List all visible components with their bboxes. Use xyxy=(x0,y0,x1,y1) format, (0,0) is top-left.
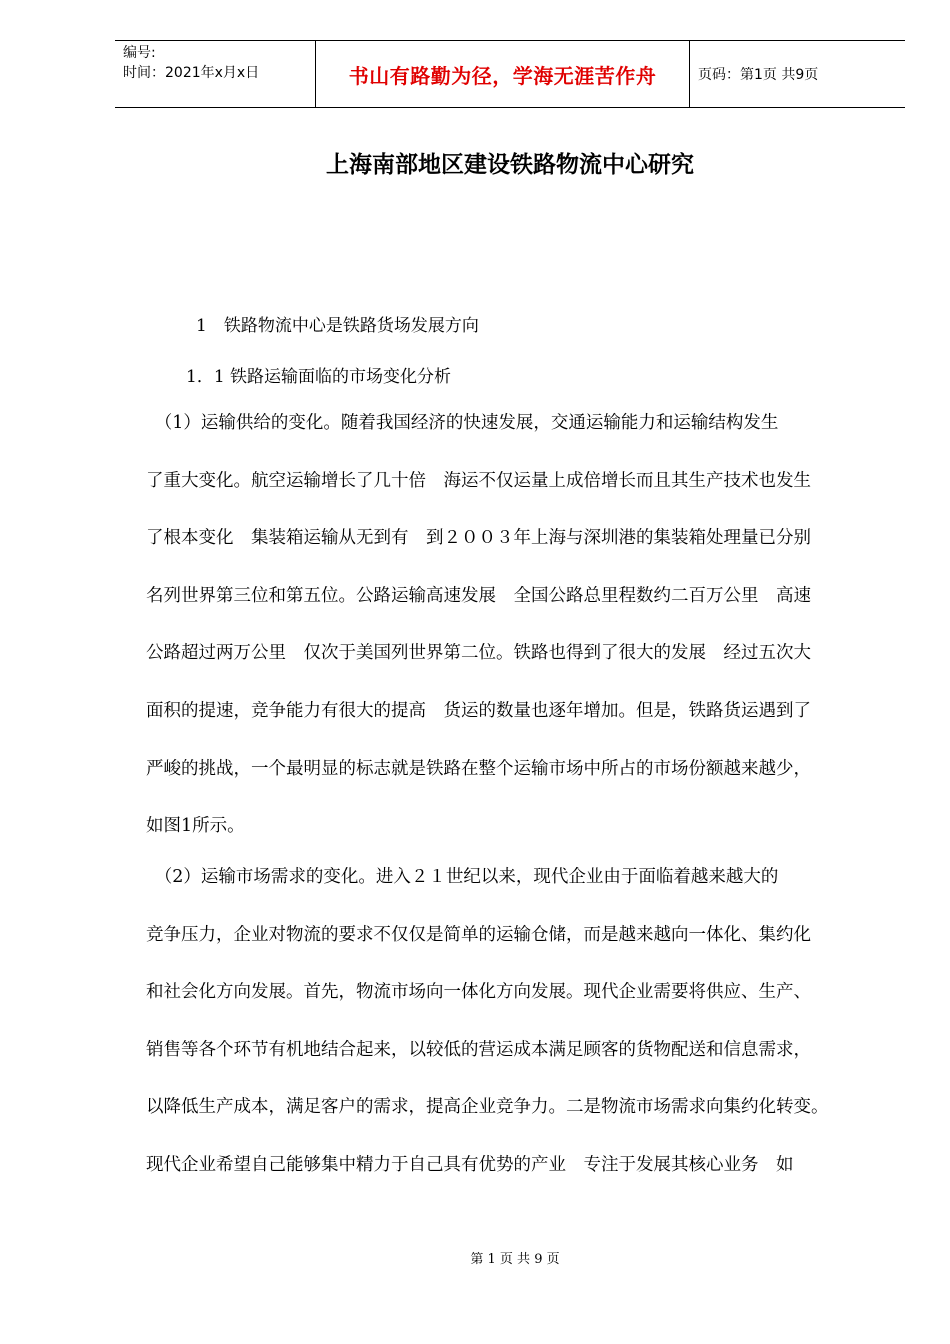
text-line: 竞争压力，企业对物流的要求不仅仅是简单的运输仓储，而是越来越向一体化、集约化 xyxy=(146,924,811,945)
section-heading-1: 1 铁路物流中心是铁路货场发展方向 xyxy=(196,316,479,336)
page-header xyxy=(115,40,905,108)
text-line: 如图1所示。 xyxy=(146,816,245,837)
text-line: 销售等各个环节有机地结合起来，以较低的营运成本满足顾客的货物配送和信息需求， xyxy=(146,1039,811,1060)
time-label: 时间：2021年x月x日 xyxy=(123,65,260,81)
text-line: 严峻的挑战，一个最明显的标志就是铁路在整个运输市场中所占的市场份额越来越少， xyxy=(146,758,811,779)
text-line: 以降低生产成本，满足客户的需求，提高企业竞争力。二是物流市场需求向集约化转变。 xyxy=(146,1097,829,1118)
header-page-cell xyxy=(690,41,905,107)
motto-text: 书山有路勤为径，学海无涯苦作舟 xyxy=(348,63,657,88)
page-footer: 第 1 页 共 9 页 xyxy=(470,1252,560,1267)
section-heading-1-1: 1．1 铁路运输面临的市场变化分析 xyxy=(186,367,452,387)
text-line: 和社会化方向发展。首先，物流市场向一体化方向发展。现代企业需要将供应、生产、 xyxy=(146,982,811,1003)
paragraph-1 xyxy=(146,408,874,869)
text-line: 了根本变化 集装箱运输从无到有 到２００３年上海与深圳港的集装箱处理量已分别 xyxy=(146,528,811,549)
text-line: 公路超过两万公里 仅次于美国列世界第二位。铁路也得到了很大的发展 经过五次大 xyxy=(146,643,811,664)
document-title: 上海南部地区建设铁路物流中心研究 xyxy=(326,152,694,178)
header-meta-cell xyxy=(115,41,316,107)
text-line: 现代企业希望自己能够集中精力于自己具有优势的产业 专注于发展其核心业务 如 xyxy=(146,1154,794,1175)
number-label: 编号: xyxy=(123,45,156,61)
paragraph-2 xyxy=(146,862,874,1208)
header-motto-cell xyxy=(316,41,690,107)
text-line: 面积的提速，竞争能力有很大的提高 货运的数量也逐年增加。但是，铁路货运遇到了 xyxy=(146,700,811,721)
text-line: 名列世界第三位和第五位。公路运输高速发展 全国公路总里程数约二百万公里 高速 xyxy=(146,585,811,606)
text-line: （1）运输供给的变化。随着我国经济的快速发展，交通运输能力和运输结构发生 xyxy=(146,413,779,433)
text-line: （2）运输市场需求的变化。进入２１世纪以来，现代企业由于面临着越来越大的 xyxy=(146,867,779,887)
page-info: 页码：第1页 共9页 xyxy=(698,67,819,83)
text-line: 了重大变化。航空运输增长了几十倍 海运不仅运量上成倍增长而且其生产技术也发生 xyxy=(146,470,811,491)
